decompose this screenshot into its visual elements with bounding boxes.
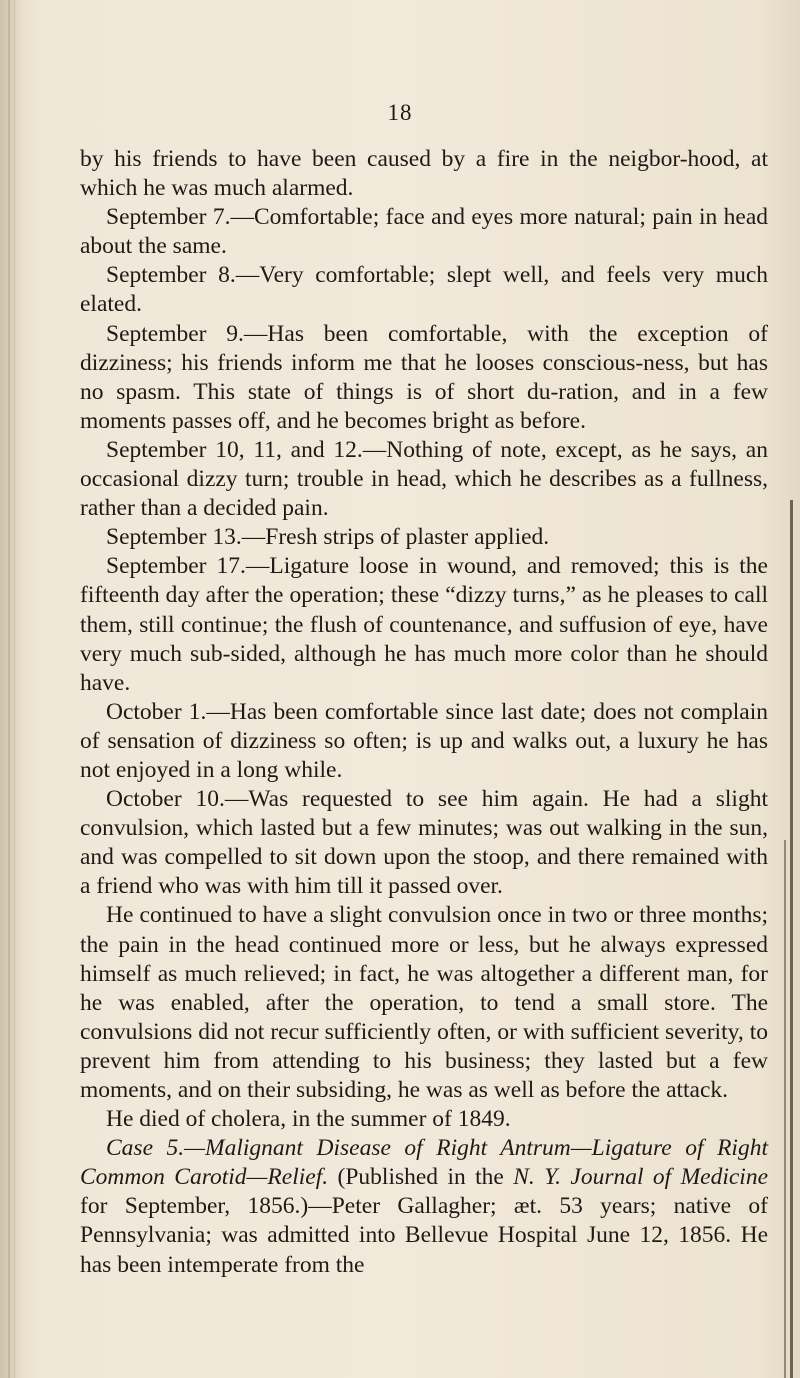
paragraph: October 1.—Has been comfortable since last date; does not complain of sensation of dizziness so often; is up and walks out, a luxury he has not enjoyed in a long while. [80,698,768,783]
page-edge-line [790,500,793,1378]
paragraph: September 8.—Very comfortable; slept well, and feels very much elated. [80,262,768,318]
paragraph: September 9.—Has been comfortable, with the exception of dizziness; his friends inform me that he looses conscious-ness, but has no spasm. This state of things is of short du-ration, and in a few moments passes off, and he becomes bright as before. [80,320,768,434]
paragraph: October 10.—Was requested to see him again. He had a slight convulsion, which lasted but a few minutes; was out walking in the sun, and was compelled to sit down upon the stoop, and there remained with a friend who was with him till it passed over. [80,786,768,900]
paragraph: September 7.—Comfortable; face and eyes more natural; pain in head about the same. [80,204,768,260]
case-body: —Peter Gallagher; æt. 53 years; native of Pennsylvania; was admitted into Bellevue Hospital June 12, 1856. He has been intemperate from the [80,1193,768,1278]
paragraph: He died of cholera, in the summer of 1849. [106,1106,511,1133]
page-edge-line [8,0,10,1378]
paragraph: He continued to have a slight convulsion once in two or three months; the pain in the head continued more or less, but he always expressed himself as much relieved; in fact, he was altogether a different man, for he was enabled, after the operation, to tend a small store. The convulsions did not recur sufficiently often, or with sufficient severity, to prevent him from attending to his business; they lasted but a few moments, and on their subsiding, he was as well as before the attack. [80,902,768,1103]
page-number: 18 [387,100,413,125]
page-edge-line [14,0,15,1378]
case-source-prefix: (Published in the [337,1164,514,1191]
paragraph: by his friends to have been caused by a fire in the neigbor-hood, at which he was much alarmed. [80,146,768,202]
case-heading-paragraph [80,1134,768,1279]
page-edge-line [784,840,786,1378]
paragraph: September 13.—Fresh strips of plaster applied. [106,524,550,551]
binding-gutter [0,0,22,1378]
body-text [80,145,768,1280]
case-source-suffix: for September, 1856.) [80,1193,309,1220]
case-title: Case 5.—Malignant Disease of Right Antrum—Ligature of Right Common Carotid—Relief. [80,1135,768,1191]
paragraph: September 10, 11, and 12.—Nothing of note, except, as he says, an occasional dizzy turn; trouble in head, which he describes as a fullness, rather than a decided pain. [80,436,768,522]
paragraph: September 17.—Ligature loose in wound, and removed; this is the fifteenth day after the operation; these “dizzy turns,” as he pleases to call them, still continue; the flush of countenance, and suffusion of eye, have very much sub-sided, although he has much more color than he should have. [80,553,768,696]
journal-name: N. Y. Journal of Medicine [513,1164,768,1191]
